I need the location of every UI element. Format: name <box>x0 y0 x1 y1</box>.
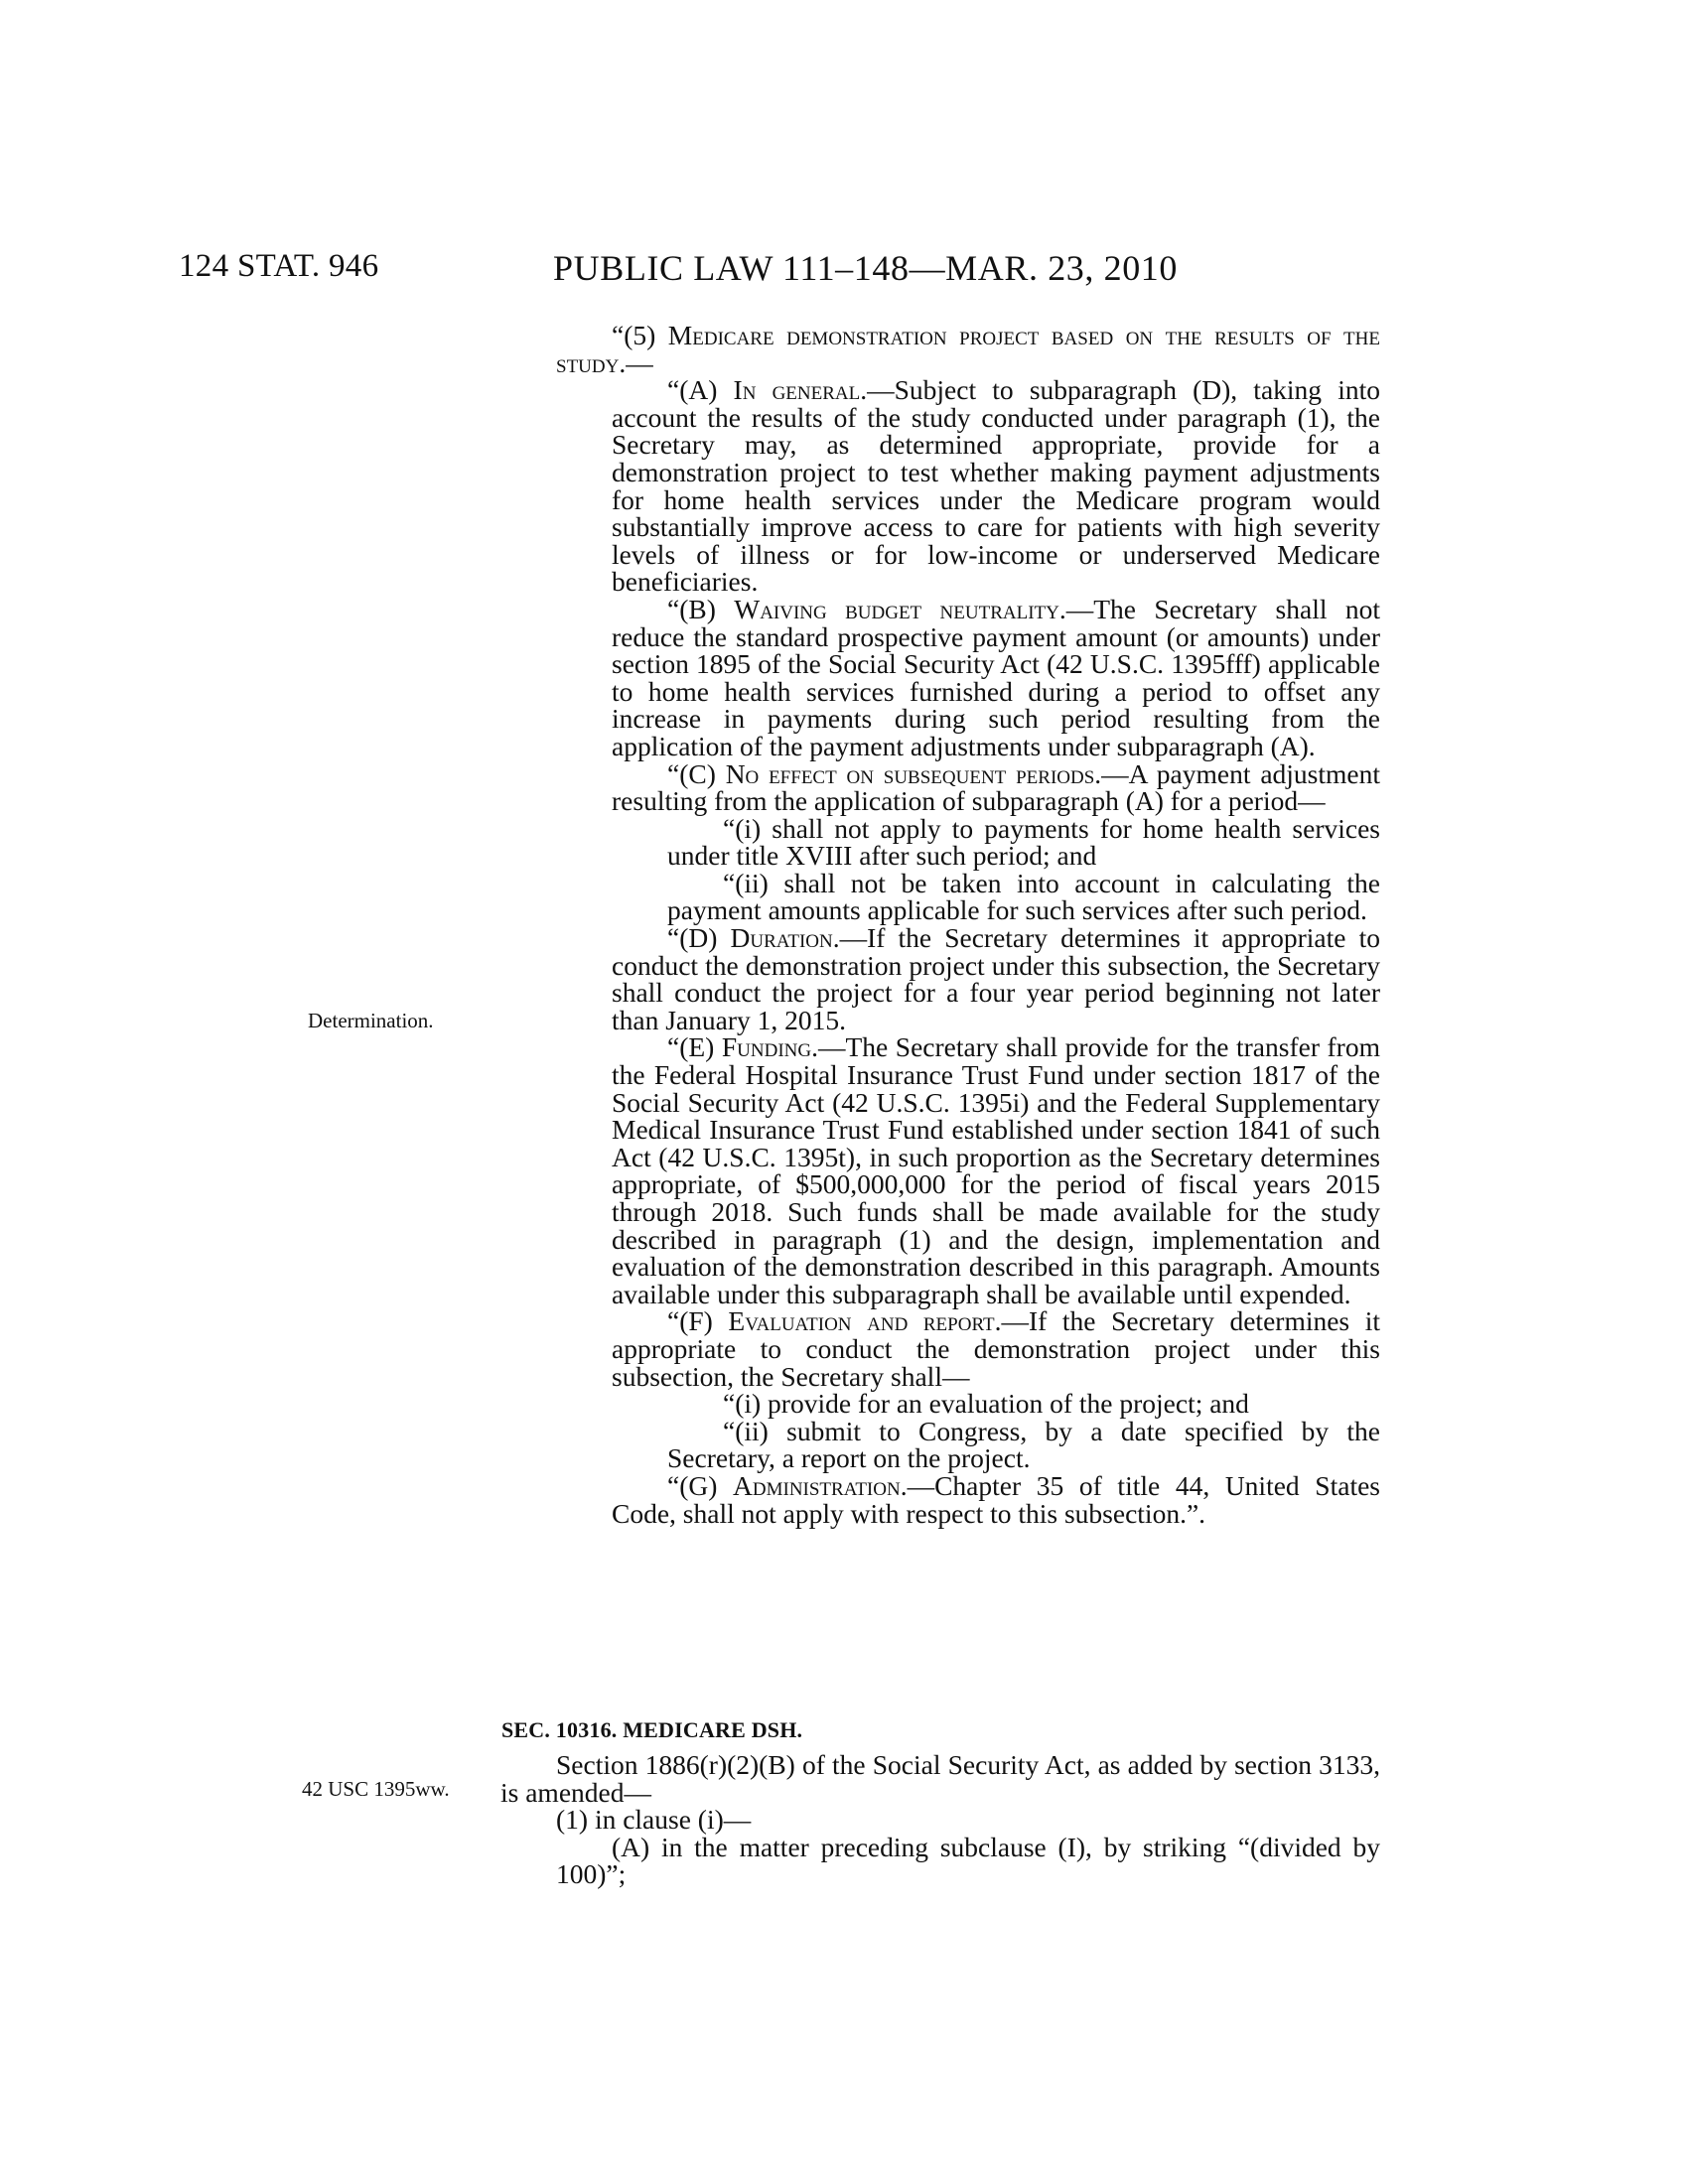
subparagraph-g-text: —Chapter 35 of title 44, United States Code, shall not apply with respect to this subsection.”. <box>612 1469 1380 1529</box>
section-body <box>500 1751 1380 1888</box>
subparagraph-d-heading: Duration. <box>730 922 840 954</box>
page-title: PUBLIC LAW 111–148—MAR. 23, 2010 <box>553 248 1179 288</box>
subparagraph-f <box>556 1307 1380 1390</box>
paragraph-5-dash: — <box>626 346 653 378</box>
subparagraph-d <box>556 924 1380 1033</box>
subparagraph-e-heading: Funding. <box>721 1031 818 1063</box>
margin-note-usc-citation: 42 USC 1395ww. <box>302 1777 450 1801</box>
margin-note-determination: Determination. <box>308 1009 434 1032</box>
paragraph-5-lead: “(5) <box>612 320 668 350</box>
subparagraph-f-text: —If the Secretary determines it appropriate to conduct the demonstration project under this subsection, the Secretary shall— <box>612 1305 1380 1392</box>
section-heading: SEC. 10316. MEDICARE DSH. <box>501 1717 803 1742</box>
subparagraph-c-text: —A payment adjustment resulting from the application of subparagraph (A) for a period— <box>612 757 1380 817</box>
paragraph-5-heading-text: Medicare demonstration project based on the results of the study. <box>556 320 1380 378</box>
subparagraph-e-lead: “(E) <box>667 1031 722 1063</box>
subparagraph-f-clause-ii: “(ii) submit to Congress, by a date specified by the Secretary, a report on the project. <box>667 1415 1380 1474</box>
subparagraph-c-lead: “(C) <box>667 757 726 789</box>
subparagraph-b-text: —The Secretary shall not reduce the standard prospective payment amount (or amounts) under section 1895 of the Social Security Act (42 U.S.C. 1395fff) applicable to home health services furnished during a period to offset any increase in payments during such period resulting from the application of the payment adjustments under subparagraph (A). <box>612 593 1381 761</box>
subparagraph-g-heading: Administration. <box>733 1469 908 1501</box>
subparagraph-d-text: —If the Secretary determines it appropriate to conduct the demonstration project under this subsection, the Secretary shall conduct the project for a four year period beginning not later than January 1, 2015. <box>612 922 1380 1035</box>
subparagraph-f-heading: Evaluation and report. <box>728 1305 1002 1337</box>
subparagraph-a-text: —Subject to subparagraph (D), taking into account the results of the study conducted under paragraph (1), the Secretary may, as determined appropriate, provide for a demonstration project to test whether making payment adjustments for home health services under the Medicare program would substantially improve access to care for patients with high severity levels of illness or for low-income or underserved Medicare beneficiaries. <box>612 374 1380 598</box>
page-stat-number: 124 STAT. 946 <box>179 248 379 284</box>
subparagraph-f-lead: “(F) <box>667 1305 729 1337</box>
subparagraph-a-heading: In general. <box>733 374 868 406</box>
subparagraph-a <box>556 376 1380 596</box>
subparagraph-d-lead: “(D) <box>667 922 731 954</box>
subparagraph-c-clause-i: “(i) shall not apply to payments for home health services under title XVIII after such period; and <box>667 812 1380 872</box>
subparagraph-b <box>556 593 1381 761</box>
section-intro: Section 1886(r)(2)(B) of the Social Security Act, as added by section 3133, is amended— <box>500 1749 1380 1808</box>
subparagraph-e-text: —The Secretary shall provide for the transfer from the Federal Hospital Insurance Trust Fund under section 1817 of the Social Security Act (42 U.S.C. 1395i) and the Federal Supplementary Medical Insurance Trust Fund established under section 1841 of such Act (42 U.S.C. 1395t), in such proportion as the Secretary determines appropriate, of $500,000,000 for the period of fiscal years 2015 through 2018. Such funds shall be made available for the study described in paragraph (1) and the design, implementation and evaluation of the demonstration described in this paragraph. Amounts available under this subparagraph shall be available until expended. <box>612 1031 1380 1309</box>
subparagraph-a-lead: “(A) <box>667 374 734 406</box>
subparagraph-f-clause-i: “(i) provide for an evaluation of the project; and <box>723 1388 1249 1420</box>
subparagraph-b-lead: “(B) <box>667 593 735 624</box>
subparagraph-g <box>556 1469 1380 1529</box>
subparagraph-g-lead: “(G) <box>667 1469 734 1501</box>
subparagraph-c <box>556 757 1380 817</box>
subparagraph-c-clause-ii: “(ii) shall not be taken into account in calculating the payment amounts applicable for such services after such period. <box>667 867 1380 926</box>
subparagraph-c-heading: No effect on subsequent periods. <box>725 757 1102 789</box>
subparagraph-b-heading: Waiving budget neutrality. <box>734 593 1066 624</box>
paragraph-5-heading <box>556 322 1380 376</box>
section-clause-1: (1) in clause (i)— <box>556 1804 752 1836</box>
section-clause-a: (A) in the matter preceding subclause (I), by striking “(divided by 100)”; <box>556 1831 1380 1890</box>
amendment-text <box>556 322 1380 1527</box>
subparagraph-e <box>556 1033 1380 1307</box>
